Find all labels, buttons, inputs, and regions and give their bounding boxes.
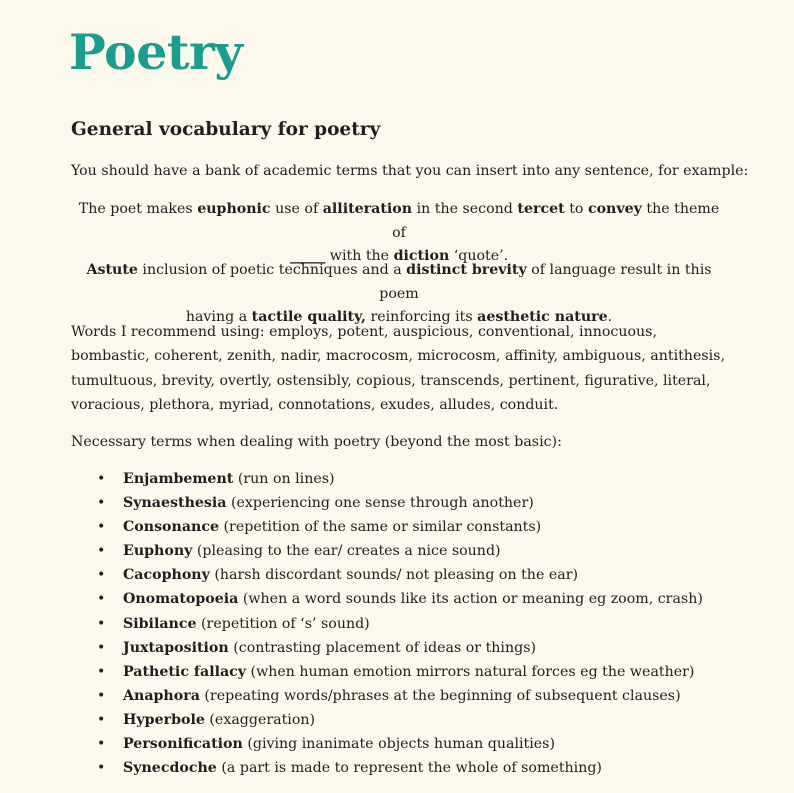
blank-line: _____	[289, 248, 326, 264]
text: use of	[270, 201, 323, 217]
term-name: Synaesthesia	[123, 495, 227, 512]
term-name: Hyperbole	[123, 711, 205, 728]
term-name: Juxtaposition	[123, 639, 229, 656]
term-description: (when human emotion mirrors natural forces eg the weather)	[246, 663, 695, 680]
bullet-icon: •	[97, 615, 106, 632]
text: having a	[185, 309, 252, 325]
text: in the second	[412, 201, 518, 217]
list-item	[71, 756, 771, 780]
bullet-icon: •	[97, 711, 106, 728]
list-item	[71, 587, 771, 611]
bold-term: tactile quality,	[251, 309, 366, 325]
bullet-icon: •	[97, 543, 106, 560]
list-item	[71, 684, 771, 708]
term-description: (a part is made to represent the whole of something)	[216, 760, 602, 777]
list-item	[71, 563, 771, 587]
list-item	[71, 708, 771, 732]
list-item	[71, 467, 771, 491]
term-name: Personification	[123, 736, 243, 753]
term-name: Pathetic fallacy	[123, 663, 247, 680]
text: to	[564, 201, 588, 217]
term-description: (pleasing to the ear/ creates a nice sound)	[192, 543, 501, 560]
text: of language result in this poem	[379, 262, 712, 302]
bold-term: tercet	[517, 201, 565, 217]
terms-list	[71, 467, 771, 780]
term-description: (exaggeration)	[204, 711, 316, 728]
text: reinforcing its	[365, 309, 478, 325]
term-description: (repetition of ‘s’ sound)	[196, 615, 370, 632]
text: ‘quote’.	[449, 248, 509, 264]
text: with the	[325, 248, 394, 264]
term-description: (harsh discordant sounds/ not pleasing on the ear)	[209, 567, 579, 584]
bullet-icon: •	[97, 760, 106, 777]
bold-term: distinct brevity	[406, 262, 527, 278]
example-sentence-1	[71, 198, 727, 269]
text: .	[607, 309, 613, 325]
term-description: (run on lines)	[233, 471, 335, 487]
bold-term: euphonic	[197, 201, 271, 217]
term-description: (when a word sounds like its action or meaning eg zoom, crash)	[238, 591, 703, 608]
bullet-icon: •	[97, 519, 106, 536]
term-name: Onomatopoeia	[123, 591, 239, 608]
term-name: Cacophony	[123, 567, 210, 584]
bold-term: aesthetic nature	[477, 309, 608, 325]
terms-intro: Necessary terms when dealing with poetry (beyond the most basic):	[71, 434, 562, 450]
example-sentence-2	[71, 259, 727, 330]
intro-paragraph: You should have a bank of academic terms that you can insert into any sentence, for example:	[71, 163, 749, 179]
bullet-icon: •	[97, 687, 106, 704]
term-description: (repetition of the same or similar constants)	[219, 519, 542, 536]
term-description: (experiencing one sense through another)	[226, 495, 534, 512]
list-item	[71, 612, 771, 636]
bullet-icon: •	[97, 567, 106, 584]
list-item	[71, 636, 771, 660]
bullet-icon: •	[97, 663, 106, 680]
term-description: (contrasting placement of ideas or things)	[228, 639, 537, 656]
term-name: Synecdoche	[123, 760, 217, 777]
bullet-icon: •	[97, 471, 106, 487]
list-item	[71, 515, 771, 539]
term-description: (repeating words/phrases at the beginning of subsequent clauses)	[199, 687, 681, 704]
list-item	[71, 732, 771, 756]
list-item	[71, 491, 771, 515]
text: inclusion of poetic techniques and a	[137, 262, 407, 278]
list-item	[71, 660, 771, 684]
bullet-icon: •	[97, 639, 106, 656]
bold-term: diction	[393, 248, 450, 264]
bullet-icon: •	[97, 736, 106, 753]
bold-term: alliteration	[322, 201, 413, 217]
term-name: Anaphora	[123, 687, 200, 704]
text: the theme of	[392, 201, 720, 241]
bullet-icon: •	[97, 591, 106, 608]
section-heading: General vocabulary for poetry	[71, 119, 381, 140]
term-name: Consonance	[123, 519, 220, 536]
recommended-words-paragraph: Words I recommend using: employs, potent, auspicious, conventional, innocuous, bombastic, coherent, zenith, nadir, macrocosm, microcosm, affinity, ambiguous, antithesis, tumultuous, brevity, overtly, ostensibly, copious, transcends, pertinent, figurative, literal, voracious, plethora, myriad, connotations, exudes, alludes, conduit.	[71, 324, 725, 413]
term-name: Enjambement	[123, 471, 234, 487]
list-item	[71, 539, 771, 563]
bold-term: Astute	[86, 262, 138, 278]
bold-term: convey	[587, 201, 642, 217]
term-name: Sibilance	[123, 615, 197, 632]
text: The poet makes	[78, 201, 198, 217]
term-description: (giving inanimate objects human qualities)	[242, 736, 555, 753]
page-title: Poetry	[69, 23, 243, 81]
bullet-icon: •	[97, 495, 106, 512]
term-name: Euphony	[123, 543, 193, 560]
